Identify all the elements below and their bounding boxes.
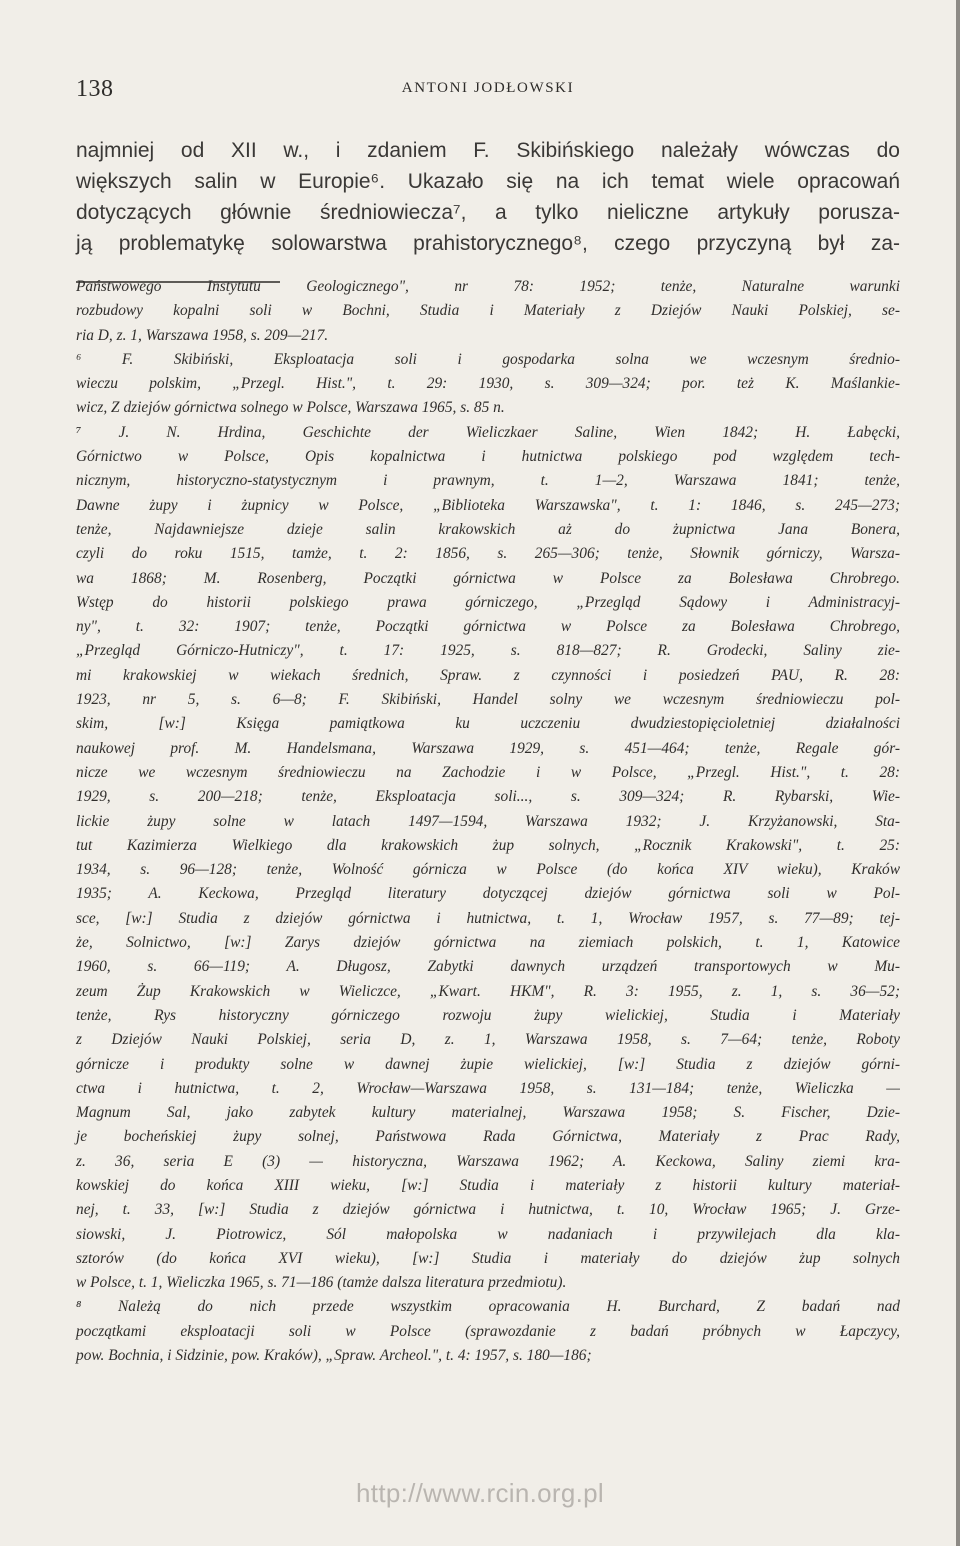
footnote-line: wicz, Z dziejów górnictwa solnego w Polsce, Warszawa 1965, s. 85 n. bbox=[76, 399, 505, 417]
footnote-line: 1935; A. Keckowa, Przegląd literatury dotyczącej dziejów górnictwa soli w Pol- bbox=[76, 885, 900, 903]
footnote-line: Wstęp do historii polskiego prawa górniczego, „Przegląd Sądowy i Administracyj- bbox=[76, 593, 900, 611]
footnote-line: sztorów (do końca XVI wieku), [w:] Studia i materiały do dziejów żup solnych bbox=[76, 1249, 900, 1267]
footnote-line: rozbudowy kopalni soli w Bochni, Studia i Materiały z Dziejów Nauki Polskiej, se- bbox=[76, 302, 900, 320]
body-text bbox=[76, 135, 900, 259]
footnote-line: ria D, z. 1, Warszawa 1958, s. 209—217. bbox=[76, 326, 329, 344]
footnote-line: siowski, J. Piotrowicz, Sól małopolska w nadaniach i przywilejach dla kla- bbox=[76, 1225, 900, 1243]
footnote-line: nicze we wczesnym średniowieczu na Zachodzie i w Polsce, „Przegl. Hist.", t. 28: bbox=[76, 763, 900, 781]
footnote-line: że, Solnictwo, [w:] Zarys dziejów górnictwa na ziemiach polskich, t. 1, Katowice bbox=[76, 934, 900, 952]
footnote-line: czyli do roku 1515, tamże, t. 2: 1856, s. 265—306; tenże, Słownik górniczy, Warsza- bbox=[76, 545, 900, 563]
footnote-line: ⁸ Należą do nich przede wszystkim opracowania H. Burchard, Z badań nad bbox=[76, 1298, 900, 1316]
footnote-line: je bocheńskiej żupy solnej, Państwowa Rada Górnictwa, Materiały z Prac Rady, bbox=[76, 1128, 900, 1146]
footnote-line: 1929, s. 200—218; tenże, Eksploatacja soli..., s. 309—324; R. Rybarski, Wie- bbox=[76, 788, 900, 806]
scan-edge bbox=[956, 0, 960, 1546]
footnote-line: pow. Bochnia, i Sidzinie, pow. Kraków), „Spraw. Archeol.", t. 4: 1957, s. 180—186; bbox=[76, 1347, 592, 1365]
footnote-line: tut Kazimierza Wielkiego dla krakowskich żup solnych, „Rocznik Krakowski", t. 25: bbox=[76, 836, 900, 854]
footnote-line: 1923, nr 5, s. 6—8; F. Skibiński, Handel solny we wczesnym średniowieczu pol- bbox=[76, 691, 900, 709]
footnote-line: lickie żupy solne w latach 1497—1594, Warszawa 1932; J. Krzyżanowski, Sta- bbox=[76, 812, 900, 830]
page-number: 138 bbox=[76, 76, 114, 102]
footnote-line: Państwowego Instytutu Geologicznego", nr 78: 1952; tenże, Naturalne warunki bbox=[76, 278, 900, 295]
page-header bbox=[76, 76, 900, 106]
footnote-line: Magnum Sal, jako zabytek kultury materialnej, Warszawa 1958; S. Fischer, Dzie- bbox=[76, 1104, 900, 1122]
footnote-line: w Polsce, t. 1, Wieliczka 1965, s. 71—186 (tamże dalsza literatura przedmiotu). bbox=[76, 1274, 567, 1292]
footnote-line: z Dziejów Nauki Polskiej, seria D, z. 1, Warszawa 1958, s. 7—64; tenże, Roboty bbox=[76, 1031, 900, 1049]
footnote-line: ctwa i hutnictwa, t. 2, Wrocław—Warszawa 1958, s. 131—184; tenże, Wieliczka — bbox=[76, 1079, 900, 1097]
footnote-line: kowskiej do końca XIII wieku, [w:] Studia i materiały z historii kultury materiał- bbox=[76, 1176, 900, 1194]
footnote-line: górnicze i produkty solne w dawnej żupie wielickiej, [w:] Studia z dziejów górni- bbox=[76, 1055, 900, 1073]
footnote-line: 1934, s. 96—128; tenże, Wolność górnicza w Polsce (do końca XIV wieku), Kraków bbox=[76, 861, 900, 879]
footnotes bbox=[76, 275, 900, 1368]
footnote-line: tenże, Rys historyczny górniczego rozwoju żupy wielickiej, Studia i Materiały bbox=[76, 1006, 900, 1024]
footnote-line: wieczu polskim, „Przegl. Hist.", t. 29: 1930, s. 309—324; por. też K. Maślankie- bbox=[76, 375, 900, 393]
body-line: najmniej od XII w., i zdaniem F. Skibińskiego należały wówczas do bbox=[76, 139, 900, 162]
footnote-line: Górnictwo w Polsce, Opis kopalnictwa i hutnictwa polskiego pod względem tech- bbox=[76, 448, 900, 466]
footnote-line: zeum Żup Krakowskich w Wieliczce, „Kwart. HKM", R. 3: 1955, z. 1, s. 36—52; bbox=[76, 982, 900, 1000]
footnote-line: ny", t. 32: 1907; tenże, Początki górnictwa w Polsce za Bolesława Chrobrego, bbox=[76, 618, 900, 636]
footnote-line: skim, [w:] Księga pamiątkowa ku uczczeniu dwudziestopięcioletniej działalności bbox=[76, 715, 900, 733]
footnote-line: mi krakowskiej w wiekach średnich, Spraw. z czynności i posiedzeń PAU, R. 28: bbox=[76, 666, 900, 684]
body-line: dotyczących głównie średniowiecza⁷, a tylko nieliczne artykuły porusza- bbox=[76, 201, 900, 224]
footnote-line: nej, t. 33, [w:] Studia z dziejów górnictwa i hutnictwa, t. 10, Wrocław 1965; J. Grze- bbox=[76, 1201, 900, 1219]
footnote-line: nicznym, historyczno-statystycznym i prawnym, t. 1—2, Warszawa 1841; tenże, bbox=[76, 472, 900, 490]
body-line: większych salin w Europie⁶. Ukazało się na ich temat wiele opracowań bbox=[76, 170, 900, 193]
footnote-line: z. 36, seria E (3) — historyczna, Warszawa 1962; A. Keckowa, Saliny ziemi kra- bbox=[76, 1152, 900, 1170]
footnote-line: ⁷ J. N. Hrdina, Geschichte der Wieliczkaer Saline, Wien 1842; H. Łabęcki, bbox=[76, 423, 900, 441]
running-head: ANTONI JODŁOWSKI bbox=[401, 80, 575, 96]
watermark-url: http://www.rcin.org.pl bbox=[356, 1478, 604, 1508]
footnote-line: 1960, s. 66—119; A. Długosz, Zabytki dawnych urządzeń transportowych w Mu- bbox=[76, 958, 900, 976]
footnote-line: sce, [w:] Studia z dziejów górnictwa i hutnictwa, t. 1, Wrocław 1957, s. 77—89; tej- bbox=[76, 909, 900, 927]
body-line: ją problematykę solowarstwa prahistorycznego⁸, czego przyczyną był za- bbox=[76, 232, 900, 255]
footnote-line: tenże, Najdawniejsze dzieje salin krakowskich aż do żupnictwa Jana Bonera, bbox=[76, 520, 900, 538]
footnote-line: ⁶ F. Skibiński, Eksploatacja soli i gospodarka solna we wczesnym średnio- bbox=[76, 350, 900, 368]
footnote-line: „Przegląd Górniczo-Hutniczy", t. 17: 1925, s. 818—827; R. Grodecki, Saliny zie- bbox=[76, 642, 900, 660]
footnote-line: wa 1868; M. Rosenberg, Początki górnictwa w Polsce za Bolesława Chrobrego. bbox=[76, 569, 900, 587]
footnote-line: Dawne żupy i żupnicy w Polsce, „Biblioteka Warszawska", t. 1: 1846, s. 245—273; bbox=[76, 496, 900, 514]
footnote-line: naukowej prof. M. Handelsmana, Warszawa 1929, s. 451—464; tenże, Regale gór- bbox=[76, 739, 900, 757]
footnote-line: początkami eksploatacji soli w Polsce (sprawozdanie z badań próbnych w Łapczycy, bbox=[76, 1322, 900, 1340]
